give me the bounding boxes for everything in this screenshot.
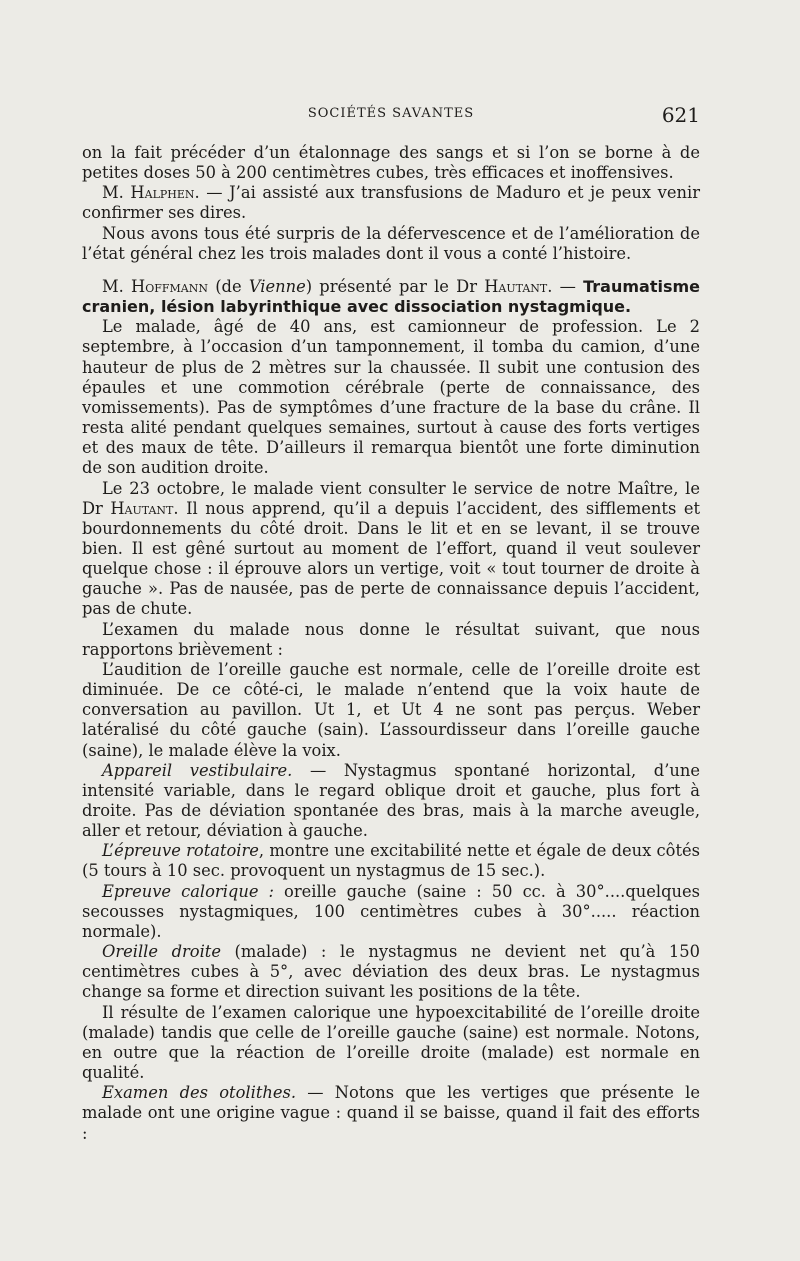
heading-text: ) présenté par le Dr [305,276,485,296]
paragraph [82,479,700,620]
paragraph [82,1083,700,1143]
communication-heading [82,277,700,317]
paragraph-text: oreille gauche (saine : 50 cc. à 30°....quelques secousses nystagmiques, 100 centimètres cubes à 30°..... réaction normale). [82,881,700,941]
paragraph-text: — Notons que les vertiges que présente le malade ont une origine vague : quand il se baisse, quand il fait des efforts : [82,1083,700,1143]
paragraph: Le malade, âgé de 40 ans, est camionneur de profession. Le 2 septembre, à l’occasion d’un tamponnement, il tomba du camion, d’une hauteur de plus de 2 mètres sur la chaussée. Il subit une contusion des épaules et une commotion cérébrale (perte de connaissance, des vomissements). Pas de symptômes d’une fracture de la base du crâne. Il resta alité pendant quelques semaines, surtout à cause des forts vertiges et des maux de tête. D’ailleurs il remarqua bientôt une forte diminution de son audition droite. [82,317,700,478]
subheading: Examen des otolithes. [102,1083,297,1103]
subheading: Oreille droite [102,942,221,962]
running-head: SOCIÉTÉS SAVANTES [307,106,475,121]
paragraph-text: — J’ai assisté aux transfusions de Maduro et je peux venir confirmer ses dires. [82,183,700,223]
paragraph: Nous avons tous été surpris de la défervescence et de l’amélioration de l’état général chez les trois malades dont il vous a conté l’histoire. [82,223,700,263]
paragraph: L’audition de l’oreille gauche est normale, celle de l’oreille droite est diminuée. De ce côté-ci, le malade n’entend que la voix haute de conversation au pavillon. Ut 1, et Ut 4 ne sont pas perçus. Weber latéralisé du côté gauche (sain). L’assourdisseur dans l’oreille gauche (saine), le malade élève la voix. [82,659,700,760]
speaker-name: M. Halphen. [102,183,200,203]
page-header [82,103,700,127]
presenter-name: Hautant [110,498,174,518]
heading-text: . — [547,276,584,296]
paragraph-text: (malade) : le nystagmus ne devient net qu’à 150 centimètres cubes à 5°, avec déviation des deux bras. Le nystagmus change sa forme et direction suivant les positions de la tête. [82,942,700,1002]
paragraph [82,183,700,223]
communication-title: Traumatisme cranien, lésion labyrinthique avec dissociation nystagmique. [82,276,700,317]
paragraph-text: . Il nous apprend, qu’il a depuis l’accident, des sifflements et bourdonnements du côté droit. Dans le lit et en se levant, il se trouve bien. Il est gêné surtout au moment de l’effort, quand il veut soulever quelque chose : il éprouve alors un vertige, voit « tout tourner de droite à gauche ». Pas de nausée, pas de perte de connaissance depuis l’accident, pas de chute. [82,498,700,619]
paragraph [82,761,700,842]
paragraph: L’examen du malade nous donne le résultat suivant, que nous rapportons brièvement : [82,619,700,659]
presenter-name: Hautant [484,276,548,296]
heading-text: (de [208,276,249,296]
subheading: Appareil vestibulaire. [102,760,293,780]
paragraph [82,882,700,942]
paragraph: on la fait précéder d’un étalonnage des sangs et si l’on se borne à de petites doses 50 à 200 centimètres cubes, très efficaces et inoffensives. [82,143,700,183]
paragraph-text: , montre une excitabilité nette et égale de deux côtés (5 tours à 10 sec. provoquent un nystagmus de 15 sec.). [82,841,700,881]
paragraph-text: — Nystagmus spontané horizontal, d’une intensité variable, dans le regard oblique droit et gauche, plus fort à droite. Pas de déviation spontanée des bras, mais à la marche aveugle, aller et retour, déviation à gauche. [82,760,700,841]
paragraph: Il résulte de l’examen calorique une hypoexcitabilité de l’oreille droite (malade) tandis que celle de l’oreille gauche (saine) est normale. Notons, en outre que la réaction de l’oreille droite (malade) est normale en qualité. [82,1002,700,1083]
subheading: L’épreuve rotatoire [102,841,259,861]
paragraph [82,942,700,1002]
body-text [82,143,700,1144]
page-number: 621 [661,103,700,127]
speaker-name: M. Hoffmann [102,276,208,296]
paragraph [82,841,700,881]
subheading: Epreuve calorique : [102,881,274,901]
city-name: Vienne [248,276,306,296]
paragraph-text: Le 23 octobre, le malade vient consulter le service de notre Maître, le Dr [82,478,700,518]
